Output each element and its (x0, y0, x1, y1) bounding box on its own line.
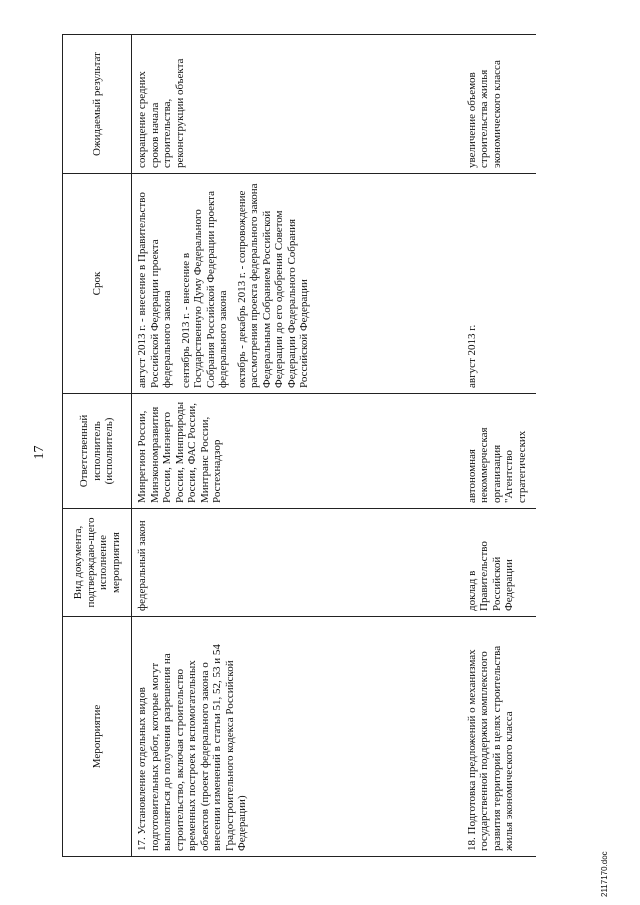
row-17-result: сокращение средних сроков начала строительства, реконструкции объекта (132, 35, 462, 174)
row-17-executor: Минрегион России, Минэкономразвития России, Минэнерго России, Минприроды России, ФАС России, Минтранс России, Ростехнадзор (132, 394, 462, 509)
row-18-executor: автономная некоммерческая организация "Агентство стратегических (462, 394, 537, 509)
header-deadline: Срок (63, 174, 132, 394)
table-row (462, 35, 537, 857)
table-header-row (63, 35, 132, 857)
table-row (132, 35, 462, 857)
header-doc-type: Вид документа, подтверждаю-щего исполнение мероприятия (63, 509, 132, 617)
row-18-result: увеличение объемов строительства жилья экономического класса (462, 35, 537, 174)
file-reference: 2117170.doc (600, 851, 609, 897)
measures-table (62, 34, 536, 857)
row-17-measure: 17. Установление отдельных видов подготовительных работ, которые могут выполняться до получения разрешения на строительство, включая строительство временных построек и вспомогательных объектов (проект федерального закона о внесении изменений в статьи 51, 52, 53 и 54 Градостроительного кодекса Российской Федерации) (132, 617, 462, 857)
row-18-deadline: август 2013 г. (462, 174, 537, 394)
header-result: Ожидаемый результат (63, 35, 132, 174)
row-17-deadline (132, 174, 462, 394)
row-17-doc-type: федеральный закон (132, 509, 462, 617)
row-18-doc-type: доклад в Правительство Российской Федерации (462, 509, 537, 617)
deadline-item: октябрь - декабрь 2013 г. - сопровождение рассмотрения проекта федерального закона Федеральным Собранием Российской Федерации до его одобрения Советом Федерации Федерального Собрания Российской Федерации (235, 183, 310, 388)
page-number: 17 (32, 445, 47, 460)
header-measure: Мероприятие (63, 617, 132, 857)
deadline-item: август 2013 г. - внесение в Правительство Российской Федерации проекта федерального закона (136, 192, 173, 388)
row-18-measure: 18. Подготовка предложений о механизмах государственной поддержки комплексного развития территорий в целях строительства жилья экономического класса (462, 617, 537, 857)
header-executor: Ответственный исполнитель (исполнитель) (63, 394, 132, 509)
deadline-item: сентябрь 2013 г. - внесение в Государственную Думу Федерального Собрания Российской Федерации проекта федерального закона (179, 191, 229, 388)
